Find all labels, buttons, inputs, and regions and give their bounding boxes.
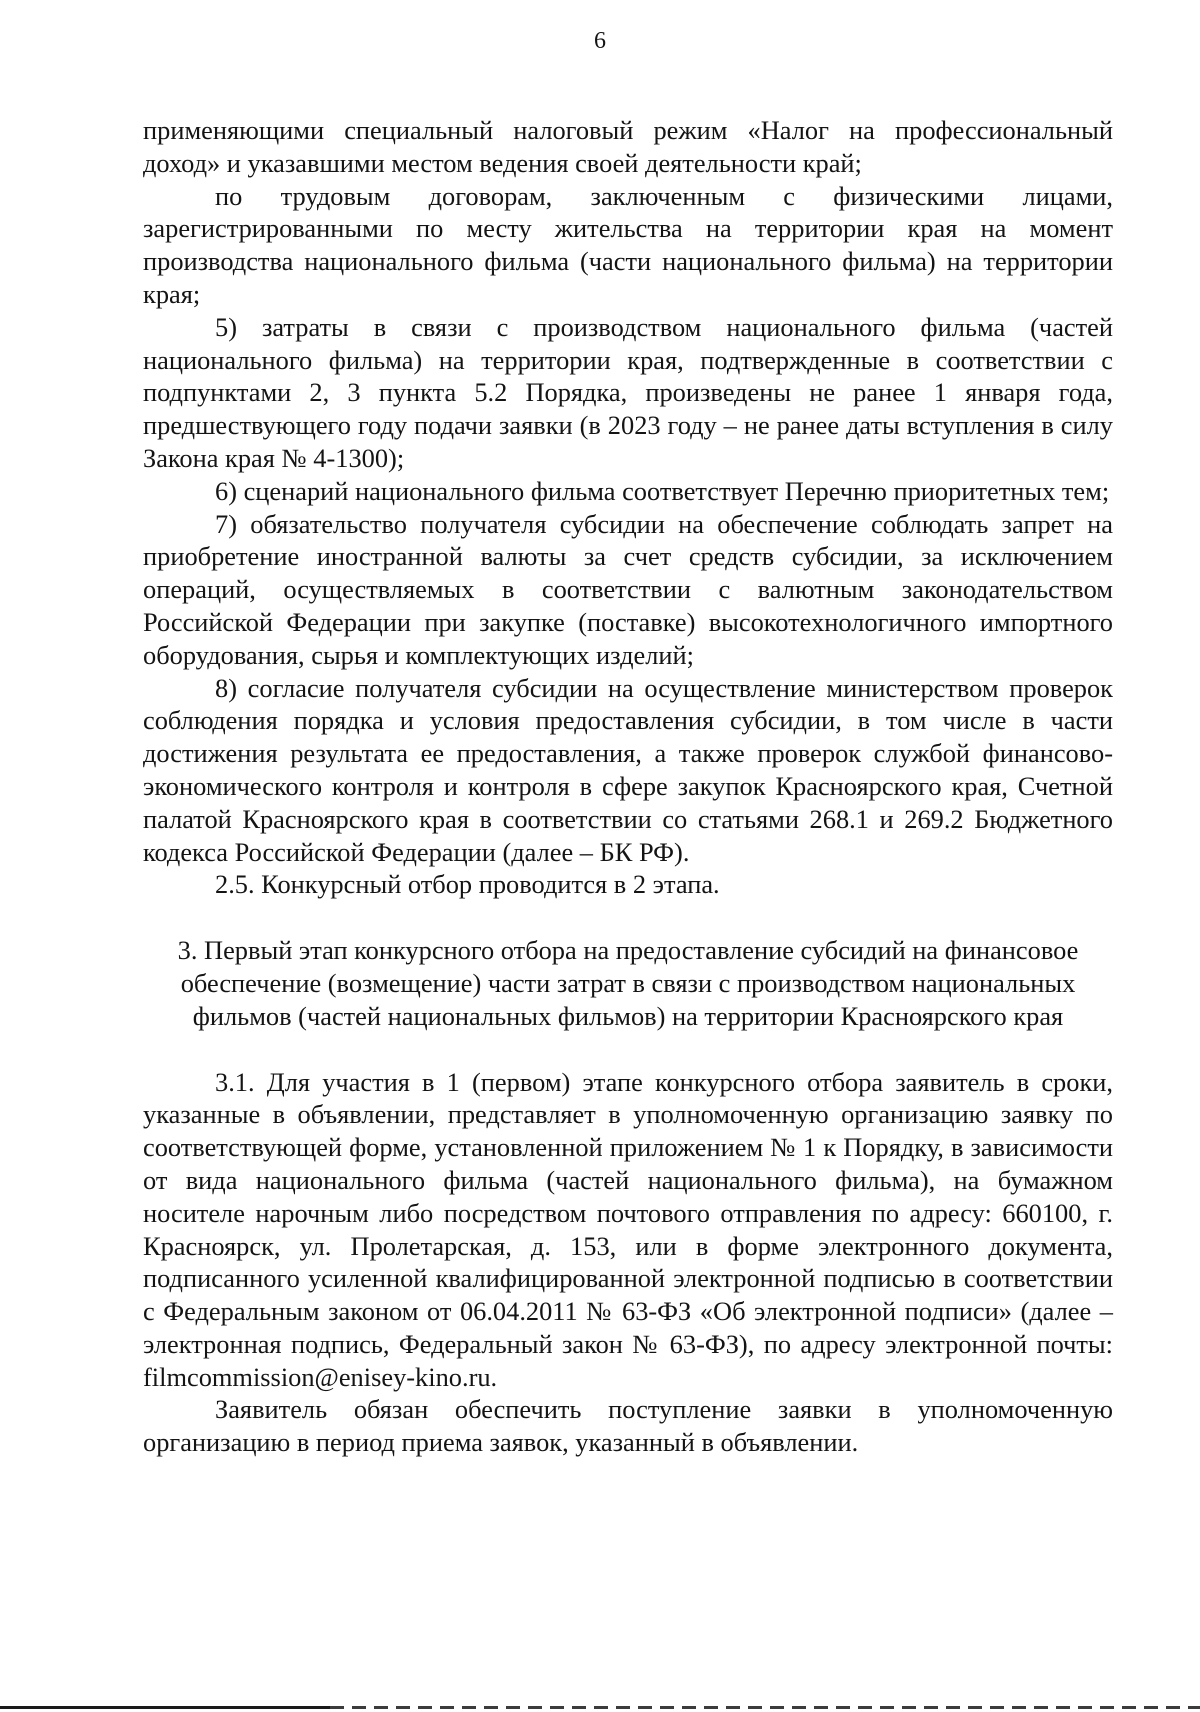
paragraph-item-6-script: 6) сценарий национального фильма соответствует Перечню приоритетных тем;	[215, 475, 1110, 506]
paragraph-professional-income-tax: применяющими специальный налоговый режим «Налог на профессиональный доход» и указавшими местом ведения своей деятельности край;	[143, 115, 1113, 178]
scan-bottom-edge-dashed	[0, 1706, 1200, 1709]
paragraph-labor-contracts: по трудовым договорам, заключенным с физическими лицами, зарегистрированными по месту жительства на территории края на момент производства национального фильма (части национального фильма) на территории края;	[143, 180, 1113, 309]
paragraph-applicant-obligation: Заявитель обязан обеспечить поступление заявки в уполномоченную организацию в период приема заявок, указанный в объявлении.	[143, 1394, 1113, 1458]
paragraph-item-7-currency-ban: 7) обязательство получателя субсидии на обеспечение соблюдать запрет на приобретение иностранной валюты за счет средств субсидии, за исключением операций, осуществляемых в соответствии с валютным законодательством Российской Федерации при закупке (поставке) высокотехнологичного импортного оборудования, сырья и комплектующих изделий;	[143, 508, 1113, 670]
document-body	[143, 114, 1113, 1459]
paragraph-item-8-audit-consent: 8) согласие получателя субсидии на осуществление министерством проверок соблюдения порядка и условия предоставления субсидии, в том числе в части достижения результата ее предоставления, а также проверок службой финансово-экономического контроля и контроля в сфере закупок Красноярского края, Счетной палатой Красноярского края в соответствии со статьями 268.1 и 269.2 Бюджетного кодекса Российской Федерации (далее – БК РФ).	[143, 672, 1113, 867]
section-3-heading: 3. Первый этап конкурсного отбора на предоставление субсидий на финансовое обеспечение (возмещение) части затрат в связи с производством национальных фильмов (частей национальных фильмов) на территории Красноярского края	[177, 935, 1079, 1031]
paragraph-item-5-costs: 5) затраты в связи с производством национального фильма (частей национального фильма) на территории края, подтвержденные в соответствии с подпунктами 2, 3 пункта 5.2 Порядка, произведены не ранее 1 января года, предшествующего году подачи заявки (в 2023 году – не ранее даты вступления в силу Закона края № 4-1300);	[143, 311, 1113, 473]
paragraph-3-1-application: 3.1. Для участия в 1 (первом) этапе конкурсного отбора заявитель в сроки, указанные в объявлении, представляет в уполномоченную организацию заявку по соответствующей форме, установленной приложением № 1 к Порядку, в зависимости от вида национального фильма (частей национального фильма), на бумажном носителе нарочным либо посредством почтового отправления по адресу: 660100, г. Красноярск, ул. Пролетарская, д. 153, или в форме электронного документа, подписанного усиленной квалифицированной электронной подписью в соответствии с Федеральным законом от 06.04.2011 № 63-ФЗ «Об электронной подписи» (далее – электронная подпись, Федеральный закон № 63-ФЗ), по адресу электронной почты: filmcommission@enisey-kino.ru.	[143, 1066, 1113, 1392]
page-number: 6	[594, 28, 606, 54]
paragraph-2-5-two-stages: 2.5. Конкурсный отбор проводится в 2 этапа.	[215, 869, 720, 900]
